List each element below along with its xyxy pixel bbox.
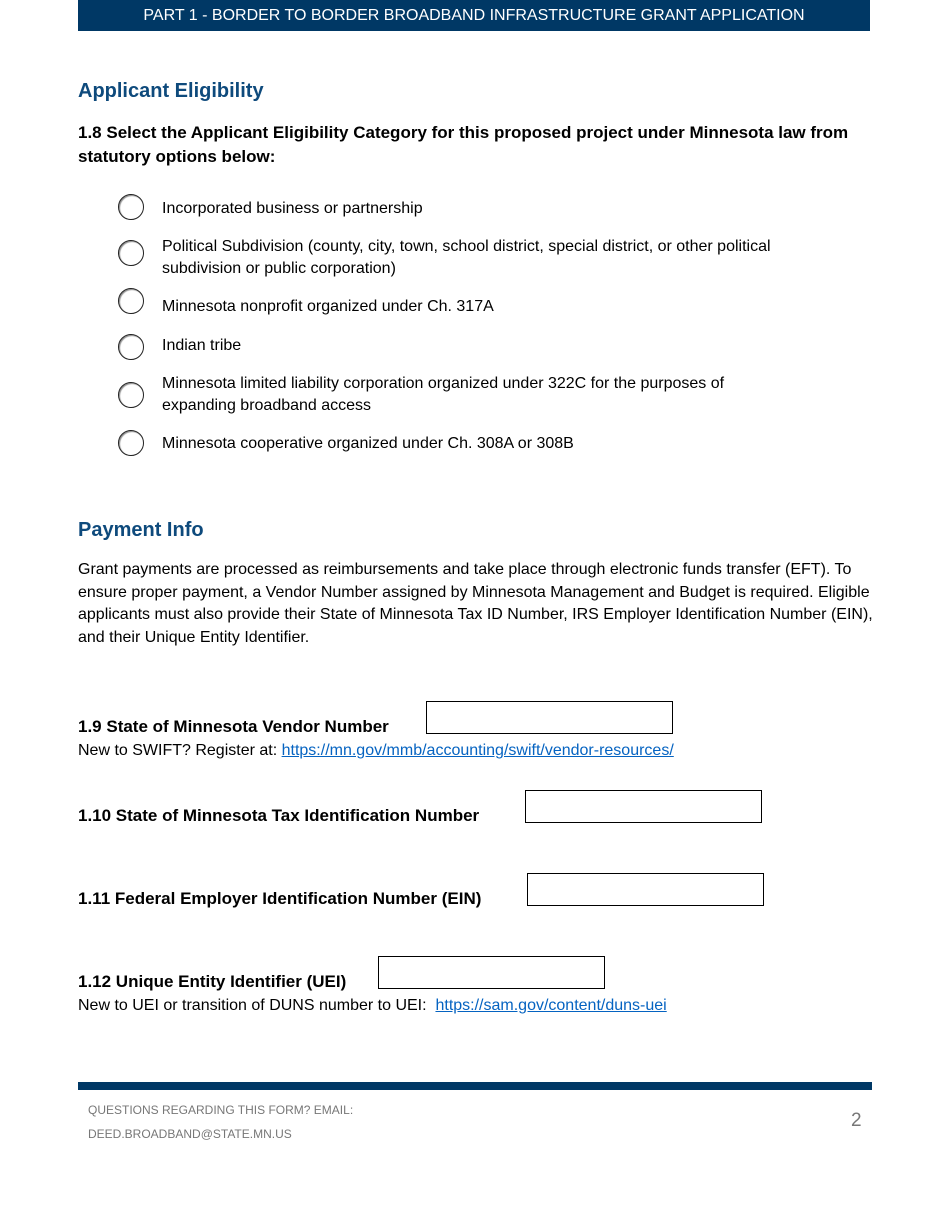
option-label: Minnesota cooperative organized under Ch. 308A or 308B <box>162 435 574 452</box>
uei-text: New to UEI or transition of DUNS number to UEI: <box>78 997 436 1014</box>
option-label: Incorporated business or partnership <box>162 200 423 217</box>
swift-text: New to SWIFT? Register at: <box>78 742 282 759</box>
uei-input[interactable] <box>378 956 605 989</box>
radio-mn-cooperative[interactable] <box>118 430 144 456</box>
option-label: Indian tribe <box>162 337 242 354</box>
page-number: 2 <box>851 1110 862 1131</box>
tax-id-input[interactable] <box>525 790 762 823</box>
radio-political-subdivision[interactable] <box>118 240 144 266</box>
footer-questions: QUESTIONS REGARDING THIS FORM? EMAIL: <box>88 1103 354 1117</box>
option-label: Political Subdivision (county, city, town, school district, special district, or other political subdivision or public corporation) <box>162 238 771 277</box>
ein-label: 1.11 Federal Employer Identification Number (EIN) <box>78 889 482 908</box>
swift-register-line <box>78 740 674 762</box>
section-heading-payment: Payment Info <box>78 519 204 541</box>
uei-label: 1.12 Unique Entity Identifier (UEI) <box>78 972 347 991</box>
radio-incorporated-business[interactable] <box>118 194 144 220</box>
swift-link[interactable]: https://mn.gov/mmb/accounting/swift/vendor-resources/ <box>281 742 674 759</box>
tax-id-label: 1.10 State of Minnesota Tax Identification Number <box>78 806 480 825</box>
option-label: Minnesota nonprofit organized under Ch. 317A <box>162 298 494 315</box>
footer-divider <box>78 1082 872 1090</box>
option-label: Minnesota limited liability corporation organized under 322C for the purposes of expanding broadband access <box>162 375 725 414</box>
section-heading-eligibility: Applicant Eligibility <box>78 80 264 102</box>
uei-help-line <box>78 995 667 1017</box>
radio-indian-tribe[interactable] <box>118 334 144 360</box>
vendor-number-input[interactable] <box>426 701 673 734</box>
uei-link[interactable]: https://sam.gov/content/duns-uei <box>435 997 667 1014</box>
page-header-banner: PART 1 - BORDER TO BORDER BROADBAND INFRASTRUCTURE GRANT APPLICATION <box>78 0 870 31</box>
ein-input[interactable] <box>527 873 764 906</box>
footer-email: DEED.BROADBAND@STATE.MN.US <box>88 1127 292 1141</box>
radio-mn-nonprofit[interactable] <box>118 288 144 314</box>
radio-mn-llc[interactable] <box>118 382 144 408</box>
vendor-number-label: 1.9 State of Minnesota Vendor Number <box>78 717 389 736</box>
payment-description: Grant payments are processed as reimbursements and take place through electronic funds transfer (EFT). To ensure proper payment, a Vendor Number assigned by Minnesota Management and Budget is required. Eligible applicants must also provide their State of Minnesota Tax ID Number, IRS Employer Identification Number (EIN), and their Unique Entity Identifier. <box>78 561 873 647</box>
question-1-8: 1.8 Select the Applicant Eligibility Category for this proposed project under Minnesota law from statutory options below: <box>78 123 849 166</box>
